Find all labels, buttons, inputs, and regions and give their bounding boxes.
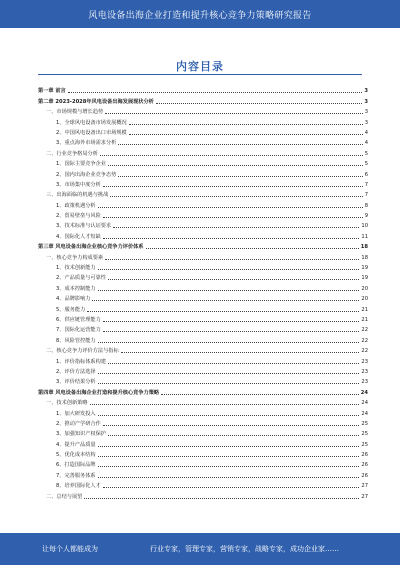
toc-entry-label: 二、行业竞争格局分析	[46, 150, 98, 157]
table-of-contents	[38, 84, 368, 500]
toc-entry[interactable]	[38, 198, 368, 208]
toc-entry[interactable]	[38, 344, 368, 354]
toc-entry[interactable]	[38, 188, 368, 198]
toc-leader-dots	[129, 124, 363, 125]
toc-leader-dots	[118, 144, 362, 145]
toc-entry-label: 第一章 前言	[38, 88, 66, 95]
toc-entry-page: 20	[361, 296, 368, 303]
toc-entry-label: 第四章 风电设备出海企业打造和提升核心竞争力策略	[38, 389, 160, 396]
toc-entry-page: 3	[364, 109, 368, 116]
report-title: 风电设备出海企业打造和提升核心竞争力策略研究报告	[88, 11, 312, 21]
toc-title: 内容目录	[176, 60, 224, 73]
toc-entry-page: 4	[364, 129, 368, 136]
toc-entry[interactable]	[38, 281, 368, 291]
toc-entry-page: 3	[364, 119, 368, 126]
toc-entry-label: 6、供应链管理能力	[56, 316, 101, 323]
toc-entry-page: 25	[361, 420, 368, 427]
toc-entry-page: 27	[361, 483, 368, 490]
toc-entry-page: 5	[364, 150, 368, 157]
toc-entry[interactable]	[38, 458, 368, 468]
toc-entry-page: 8	[364, 202, 368, 209]
toc-entry-label: 3、市场集中度分析	[56, 181, 101, 188]
toc-entry-page: 22	[361, 348, 368, 355]
toc-entry-label: 一、市场规模与增长趋势	[46, 109, 104, 116]
toc-leader-dots	[103, 321, 360, 322]
toc-leader-dots	[108, 279, 359, 280]
toc-entry[interactable]	[38, 354, 368, 364]
toc-entry-label: 3、技术标准与认证要求	[56, 223, 112, 230]
toc-entry-page: 20	[361, 285, 368, 292]
toc-entry-page: 18	[361, 254, 368, 261]
toc-entry-label: 7、完善服务体系	[56, 472, 96, 479]
footer-tagline: 行业专家，管理专家，营销专家，战略专家，成功企业家……	[150, 545, 339, 553]
toc-leader-dots	[98, 415, 360, 416]
footer-slogan: 让每个人都能成为	[42, 545, 98, 553]
toc-leader-dots	[103, 238, 360, 239]
toc-leader-dots	[98, 466, 360, 467]
toc-entry-page: 6	[364, 171, 368, 178]
document-page	[18, 28, 382, 533]
toc-entry-label: 一、核心竞争力构成要素	[46, 254, 104, 261]
toc-entry-page: 23	[361, 358, 368, 365]
toc-entry-label: 8、培养国际化人才	[56, 483, 101, 490]
toc-entry-page: 23	[361, 379, 368, 386]
toc-entry-label: 3、评价结果分析	[56, 379, 96, 386]
toc-entry-page: 19	[361, 275, 368, 282]
toc-entry[interactable]	[38, 406, 368, 416]
toc-entry[interactable]	[38, 437, 368, 447]
toc-entry[interactable]	[38, 427, 368, 437]
toc-leader-dots	[103, 217, 363, 218]
toc-leader-dots	[105, 259, 359, 260]
toc-entry-label: 4、品牌影响力	[56, 296, 91, 303]
toc-entry-label: 8、风险管控能力	[56, 337, 96, 344]
toc-entry-label: 1、全球风电设备市场发展概况	[56, 119, 127, 126]
toc-leader-dots	[98, 342, 360, 343]
toc-entry-page: 26	[361, 462, 368, 469]
toc-entry-page: 9	[364, 213, 368, 220]
toc-entry-label: 1、政策机遇分析	[56, 202, 96, 209]
toc-entry-page: 10	[361, 223, 368, 230]
toc-entry[interactable]	[38, 375, 368, 385]
toc-entry-page: 27	[361, 493, 368, 500]
toc-leader-dots	[105, 113, 363, 114]
toc-entry-label: 2、中国风电设备出口市场规模	[56, 129, 127, 136]
toc-leader-dots	[98, 269, 360, 270]
toc-entry-page: 11	[361, 233, 368, 240]
toc-entry-page: 25	[361, 441, 368, 448]
toc-entry[interactable]	[38, 292, 368, 302]
toc-divider	[38, 74, 362, 75]
toc-entry-label: 2、产品质量与可靠性	[56, 275, 106, 282]
toc-entry[interactable]	[38, 115, 368, 125]
toc-leader-dots	[129, 134, 363, 135]
toc-entry-label: 6、打造国际品牌	[56, 462, 96, 469]
toc-entry-label: 二、总结与展望	[46, 493, 83, 500]
toc-entry[interactable]	[38, 261, 368, 271]
toc-entry[interactable]	[38, 146, 368, 156]
toc-leader-dots	[108, 363, 359, 364]
toc-entry-label: 4、国际化人才短缺	[56, 233, 101, 240]
toc-entry-page: 24	[360, 389, 368, 396]
toc-leader-dots	[113, 227, 359, 228]
toc-entry-label: 三、出海面临的机遇与挑战	[46, 192, 109, 199]
toc-entry-page: 23	[361, 368, 368, 375]
toc-entry[interactable]	[38, 219, 368, 229]
toc-leader-dots	[108, 435, 359, 436]
toc-leader-dots	[98, 207, 363, 208]
toc-leader-dots	[156, 103, 363, 104]
toc-entry-page: 3	[364, 98, 368, 105]
toc-leader-dots	[100, 155, 363, 156]
toc-leader-dots	[98, 383, 360, 384]
toc-leader-dots	[84, 498, 359, 499]
toc-entry-page: 26	[361, 452, 368, 459]
toc-leader-dots	[103, 425, 360, 426]
toc-entry[interactable]	[38, 385, 368, 395]
toc-entry-page: 25	[361, 431, 368, 438]
toc-entry[interactable]	[38, 396, 368, 406]
toc-entry-label: 2、推动产学研合作	[56, 420, 101, 427]
toc-entry[interactable]	[38, 323, 368, 333]
toc-leader-dots	[87, 311, 359, 312]
toc-entry-page: 21	[361, 316, 368, 323]
toc-entry[interactable]	[38, 105, 368, 115]
toc-leader-dots	[118, 176, 362, 177]
toc-entry-label: 2、评价方法选择	[56, 368, 96, 375]
page-header	[0, 0, 400, 28]
toc-leader-dots	[68, 92, 363, 93]
toc-leader-dots	[98, 456, 360, 457]
toc-entry[interactable]	[38, 84, 368, 94]
toc-leader-dots	[110, 196, 362, 197]
toc-entry[interactable]	[38, 178, 368, 188]
toc-entry[interactable]	[38, 250, 368, 260]
toc-entry[interactable]	[38, 417, 368, 427]
toc-entry-page: 7	[364, 181, 368, 188]
toc-entry-label: 二、核心竞争力评价方法与指标	[46, 348, 119, 355]
toc-leader-dots	[98, 477, 360, 478]
toc-leader-dots	[103, 331, 360, 332]
toc-entry-page: 24	[361, 410, 368, 417]
toc-entry-page: 4	[364, 140, 368, 147]
toc-entry-label: 3、成本控制能力	[56, 285, 96, 292]
toc-entry-page: 22	[361, 337, 368, 344]
toc-entry-page: 5	[364, 161, 368, 168]
toc-entry-label: 2、国内出海企业竞争态势	[56, 171, 117, 178]
toc-entry-label: 2、贸易壁垒与风险	[56, 213, 101, 220]
toc-entry[interactable]	[38, 448, 368, 458]
toc-entry-label: 3、重点海外市场需求分析	[56, 140, 117, 147]
toc-leader-dots	[98, 373, 360, 374]
toc-entry-label: 1、技术创新能力	[56, 265, 96, 272]
toc-leader-dots	[103, 186, 363, 187]
toc-entry-label: 1、加大研发投入	[56, 410, 96, 417]
toc-entry-page: 19	[361, 265, 368, 272]
toc-leader-dots	[161, 394, 359, 395]
toc-entry-label: 1、国际主要竞争企业	[56, 161, 106, 168]
toc-entry[interactable]	[38, 94, 368, 104]
toc-entry-label: 第二章 2023-2028年风电设备出海发展现状分析	[38, 98, 154, 105]
toc-entry[interactable]	[38, 479, 368, 489]
toc-leader-dots	[121, 352, 360, 353]
toc-entry-page: 18	[360, 244, 368, 251]
toc-entry-page: 7	[364, 192, 368, 199]
toc-entry-label: 1、评价指标体系构建	[56, 358, 106, 365]
toc-leader-dots	[98, 290, 360, 291]
page-footer	[0, 533, 400, 565]
toc-entry[interactable]	[38, 271, 368, 281]
toc-entry[interactable]	[38, 240, 368, 250]
toc-entry[interactable]	[38, 313, 368, 323]
toc-entry-page: 26	[361, 472, 368, 479]
toc-entry-label: 7、国际化运营能力	[56, 327, 101, 334]
toc-leader-dots	[92, 300, 359, 301]
toc-entry[interactable]	[38, 489, 368, 499]
toc-entry-label: 5、优化成本结构	[56, 452, 96, 459]
toc-entry-label: 第三章 风电设备出海企业核心竞争力评价体系	[38, 244, 144, 251]
toc-leader-dots	[108, 165, 363, 166]
toc-leader-dots	[146, 248, 359, 249]
toc-entry-label: 4、提升产品质量	[56, 441, 96, 448]
toc-entry-label: 5、服务能力	[56, 306, 86, 313]
toc-entry-label: 一、技术创新策略	[46, 400, 88, 407]
toc-entry[interactable]	[38, 157, 368, 167]
toc-entry[interactable]	[38, 209, 368, 219]
toc-entry-page: 3	[364, 88, 368, 95]
toc-entry-label: 3、加强知识产权保护	[56, 431, 106, 438]
toc-entry[interactable]	[38, 333, 368, 343]
toc-leader-dots	[103, 487, 360, 488]
toc-entry[interactable]	[38, 126, 368, 136]
toc-entry[interactable]	[38, 302, 368, 312]
toc-entry-page: 21	[361, 306, 368, 313]
toc-entry[interactable]	[38, 365, 368, 375]
toc-leader-dots	[98, 446, 360, 447]
toc-entry[interactable]	[38, 167, 368, 177]
toc-entry[interactable]	[38, 136, 368, 146]
toc-entry[interactable]	[38, 229, 368, 239]
toc-leader-dots	[90, 404, 360, 405]
toc-entry-page: 22	[361, 327, 368, 334]
toc-entry-page: 24	[361, 400, 368, 407]
toc-entry[interactable]	[38, 468, 368, 478]
